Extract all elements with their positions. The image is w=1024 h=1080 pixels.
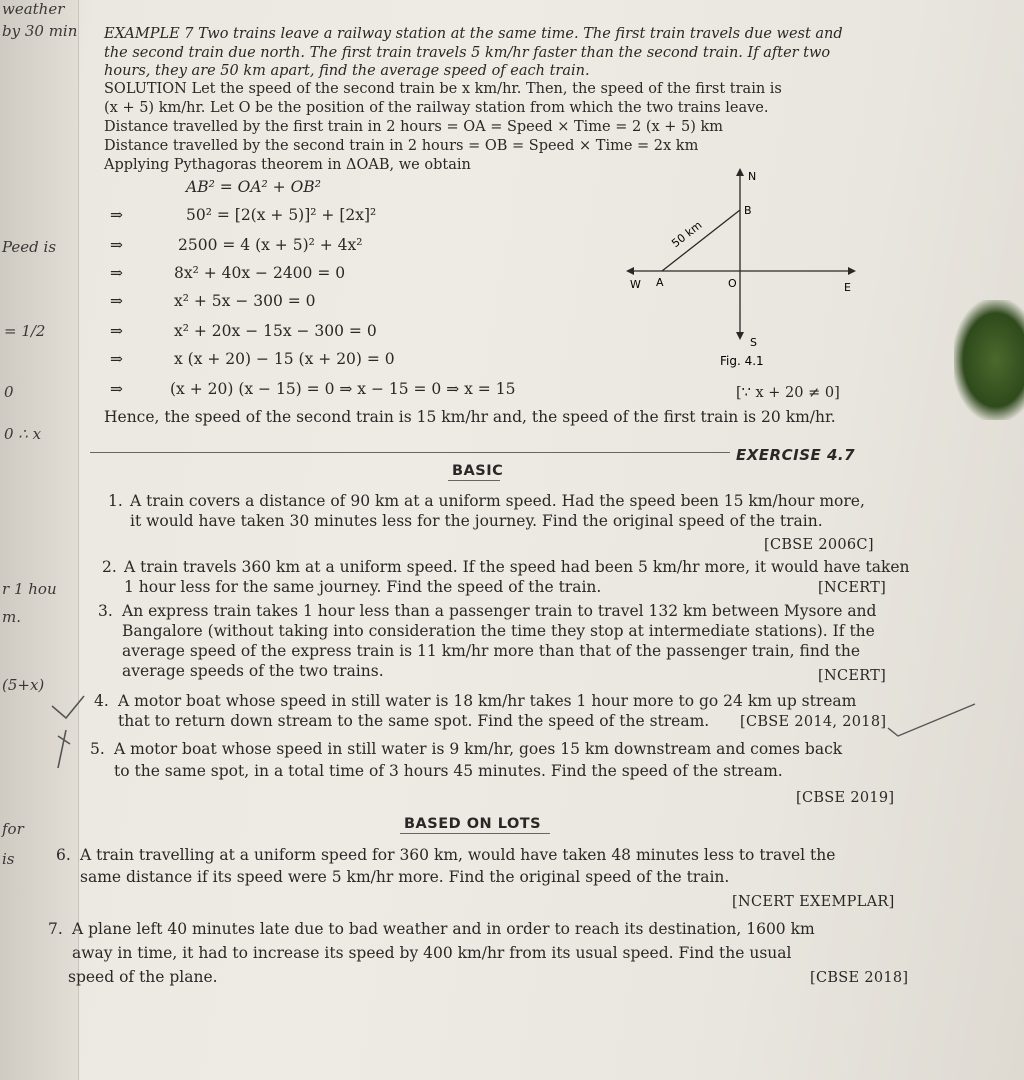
conclusion: Hence, the speed of the second train is 15 km/hr and, the speed of the first train is 20 km/hr.	[104, 408, 836, 426]
question-line: to the same spot, in a total time of 3 hours 45 minutes. Find the speed of the stream.	[114, 762, 783, 780]
question-line: A train travels 360 km at a uniform speed. If the speed had been 5 km/hr more, it would have taken	[124, 558, 910, 576]
solution-line: Applying Pythagoras theorem in ΔOAB, we obtain	[104, 157, 471, 173]
equation: x² + 20x − 15x − 300 = 0	[174, 322, 377, 340]
because-note: [∵ x + 20 ≠ 0]	[736, 385, 840, 401]
solution-line: Distance travelled by the second train in 2 hours = OB = Speed × Time = 2x km	[104, 138, 699, 154]
point-b-label: B	[744, 204, 752, 217]
question-line: average speed of the express train is 11 km/hr more than that of the passenger train, find the	[122, 642, 861, 660]
question-line: A train travelling at a uniform speed for 360 km, would have taken 48 minutes less to travel the	[80, 846, 836, 864]
margin-note: (5+x)	[2, 676, 45, 694]
margin-note: by 30 min	[2, 22, 78, 40]
question-line: Bangalore (without taking into consideration the time they stop at intermediate stations). If the	[122, 622, 875, 640]
question-line: A motor boat whose speed in still water is 9 km/hr, goes 15 km downstream and comes back	[114, 740, 843, 758]
implies-symbol: ⇒	[110, 264, 123, 282]
question-number: 6.	[56, 846, 71, 864]
margin-note: 0	[4, 383, 14, 401]
implies-symbol: ⇒	[110, 380, 123, 398]
question-number: 5.	[90, 740, 105, 758]
margin-note: Peed is	[2, 238, 57, 256]
implies-symbol: ⇒	[110, 206, 123, 224]
question-line: 1 hour less for the same journey. Find the speed of the train.	[124, 578, 602, 596]
basic-heading: BASIC	[452, 463, 504, 479]
question-source: [CBSE 2006C]	[764, 537, 874, 553]
equation: 2500 = 4 (x + 5)² + 4x²	[178, 236, 363, 254]
example-line: the second train due north. The first train travels 5 km/hr faster than the second train. If after two	[104, 45, 831, 61]
implies-symbol: ⇒	[110, 236, 123, 254]
question-line: An express train takes 1 hour less than a passenger train to travel 132 km between Mysore and	[122, 602, 877, 620]
question-line: A plane left 40 minutes late due to bad weather and in order to reach its destination, 1600 km	[72, 920, 815, 938]
equation: 8x² + 40x − 2400 = 0	[174, 264, 346, 282]
question-source: [CBSE 2018]	[810, 970, 909, 986]
example-line: EXAMPLE 7 Two trains leave a railway station at the same time. The first train travels due west and	[104, 26, 843, 42]
solution-line: (x + 5) km/hr. Let O be the position of the railway station from which the two trains leave.	[104, 100, 769, 116]
question-line: it would have taken 30 minutes less for the journey. Find the original speed of the train.	[130, 512, 823, 530]
margin-note: m.	[2, 608, 21, 626]
equation: x (x + 20) − 15 (x + 20) = 0	[174, 350, 395, 368]
equation: 50² = [2(x + 5)]² + [2x]²	[186, 206, 377, 224]
north-label: N	[748, 170, 757, 183]
exercise-title: EXERCISE 4.7	[736, 446, 856, 464]
margin-note: for	[2, 820, 24, 838]
implies-symbol: ⇒	[110, 322, 123, 340]
distance-label: 50 km	[669, 218, 705, 251]
heading-underline	[448, 480, 500, 481]
question-line: that to return down stream to the same spot. Find the speed of the stream.	[118, 712, 710, 730]
margin-note: is	[2, 850, 15, 868]
plant-leaf-background	[954, 300, 1024, 420]
margin-note: r 1 hou	[2, 580, 57, 598]
west-label: W	[630, 278, 641, 291]
pencil-marks	[40, 688, 1020, 788]
implies-symbol: ⇒	[110, 350, 123, 368]
question-number: 4.	[94, 692, 109, 710]
question-line: A train covers a distance of 90 km at a uniform speed. Had the speed been 15 km/hour more,	[130, 492, 865, 510]
margin-note: weather	[2, 0, 65, 18]
question-source: [CBSE 2019]	[796, 790, 895, 806]
equation: AB² = OA² + OB²	[186, 178, 321, 196]
figure-4-1	[620, 160, 860, 370]
question-number: 1.	[108, 492, 123, 510]
question-line: same distance if its speed were 5 km/hr more. Find the original speed of the train.	[80, 868, 730, 886]
solution-line: Distance travelled by the first train in 2 hours = OA = Speed × Time = 2 (x + 5) km	[104, 119, 724, 135]
question-line: average speeds of the two trains.	[122, 662, 384, 680]
point-a-label: A	[656, 276, 664, 289]
question-source: [NCERT]	[818, 668, 887, 684]
question-line: away in time, it had to increase its speed by 400 km/hr from its usual speed. Find the usual	[72, 944, 792, 962]
heading-underline	[400, 833, 550, 834]
margin-note: 0 ∴ x	[4, 425, 42, 443]
equation: x² + 5x − 300 = 0	[174, 292, 316, 310]
question-number: 3.	[98, 602, 113, 620]
question-line: speed of the plane.	[68, 968, 218, 986]
exercise-rule	[90, 452, 730, 453]
question-number: 7.	[48, 920, 63, 938]
question-number: 2.	[102, 558, 117, 576]
solution-line: SOLUTION Let the speed of the second train be x km/hr. Then, the speed of the first train is	[104, 81, 782, 97]
example-line: hours, they are 50 km apart, find the average speed of each train.	[104, 63, 590, 79]
previous-page-edge	[0, 0, 79, 1080]
margin-note: = 1/2	[4, 322, 46, 340]
question-source: [NCERT EXEMPLAR]	[732, 894, 895, 910]
question-source: [CBSE 2014, 2018]	[740, 714, 887, 730]
implies-symbol: ⇒	[110, 292, 123, 310]
question-line: A motor boat whose speed in still water is 18 km/hr takes 1 hour more to go 24 km up stream	[118, 692, 857, 710]
south-label: S	[750, 336, 757, 349]
point-o-label: O	[728, 277, 737, 290]
question-source: [NCERT]	[818, 580, 887, 596]
figure-caption: Fig. 4.1	[720, 354, 764, 368]
lots-heading: BASED ON LOTS	[404, 816, 542, 832]
east-label: E	[844, 281, 851, 294]
equation: (x + 20) (x − 15) = 0 ⇒ x − 15 = 0 ⇒ x = 15	[170, 380, 516, 398]
